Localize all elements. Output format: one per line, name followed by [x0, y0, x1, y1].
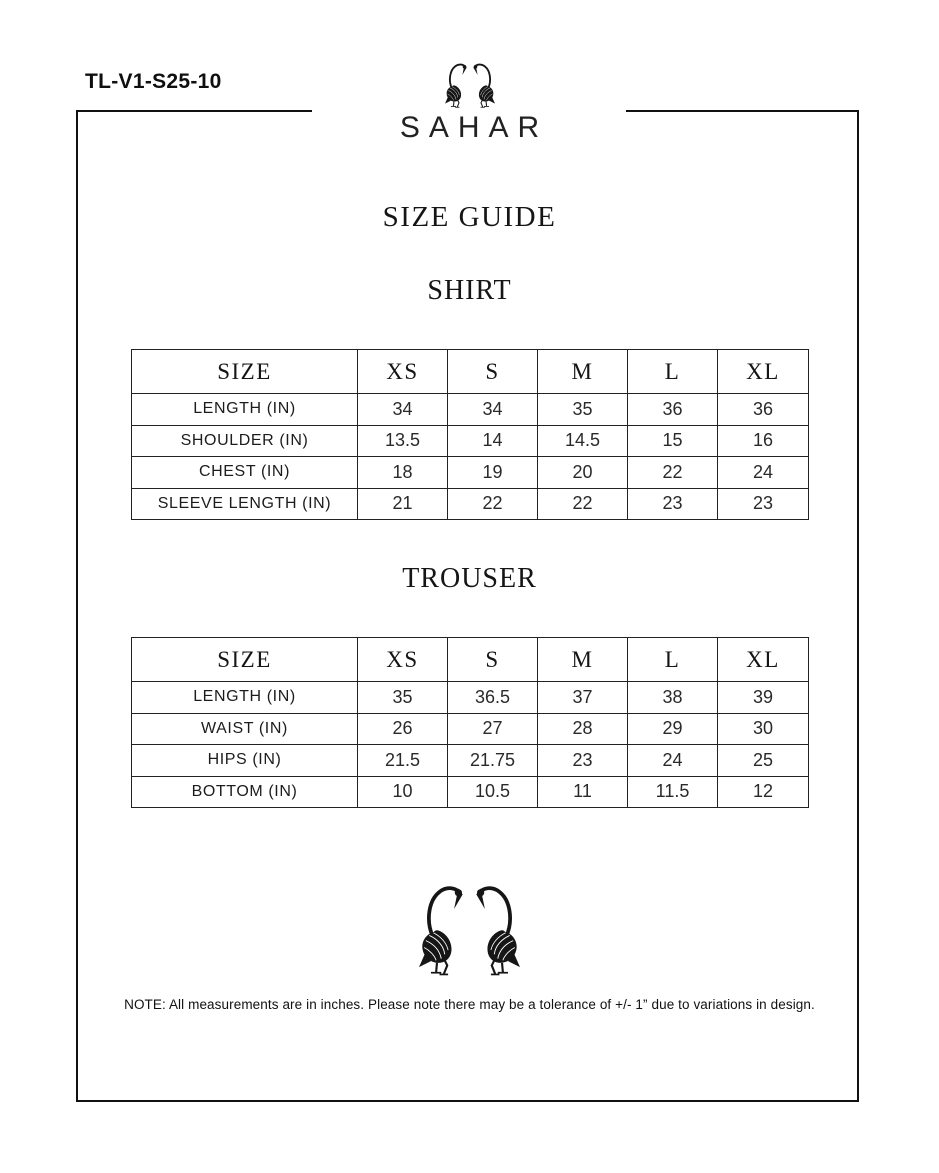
cell-value: 16	[718, 425, 809, 457]
column-header-m: M	[538, 638, 628, 682]
cell-value: 22	[628, 457, 718, 489]
cell-value: 35	[538, 394, 628, 426]
row-label: BOTTOM (IN)	[132, 776, 358, 808]
section-title-trouser: TROUSER	[402, 563, 537, 594]
cell-value: 27	[448, 713, 538, 745]
measurement-note: NOTE: All measurements are in inches. Please note there may be a tolerance of +/- 1” due to variations in design.	[124, 997, 815, 1012]
cell-value: 39	[718, 682, 809, 714]
column-header-xs: XS	[358, 350, 448, 394]
cell-value: 18	[358, 457, 448, 489]
cell-value: 36.5	[448, 682, 538, 714]
trouser-size-table	[131, 637, 809, 808]
cell-value: 24	[718, 457, 809, 489]
column-header-m: M	[538, 350, 628, 394]
cell-value: 26	[358, 713, 448, 745]
page-title: SIZE GUIDE	[382, 201, 557, 233]
table-row	[132, 745, 809, 777]
cell-value: 29	[628, 713, 718, 745]
column-header-size: SIZE	[132, 638, 358, 682]
cell-value: 19	[448, 457, 538, 489]
table-row	[132, 457, 809, 489]
cell-value: 13.5	[358, 425, 448, 457]
row-label: CHEST (IN)	[132, 457, 358, 489]
cell-value: 14	[448, 425, 538, 457]
row-label: SLEEVE LENGTH (IN)	[132, 488, 358, 520]
table-row	[132, 682, 809, 714]
cell-value: 15	[628, 425, 718, 457]
cell-value: 21.5	[358, 745, 448, 777]
twin-herons-icon	[419, 883, 520, 976]
column-header-l: L	[628, 350, 718, 394]
cell-value: 21	[358, 488, 448, 520]
cell-value: 22	[448, 488, 538, 520]
table-row	[132, 713, 809, 745]
cell-value: 23	[628, 488, 718, 520]
cell-value: 24	[628, 745, 718, 777]
column-header-s: S	[448, 638, 538, 682]
row-label: HIPS (IN)	[132, 745, 358, 777]
column-header-xl: XL	[718, 350, 809, 394]
cell-value: 38	[628, 682, 718, 714]
cell-value: 25	[718, 745, 809, 777]
document-code: TL-V1-S25-10	[85, 70, 222, 93]
cell-value: 36	[718, 394, 809, 426]
table-row	[132, 488, 809, 520]
cell-value: 23	[538, 745, 628, 777]
brand-logo	[0, 62, 939, 145]
row-label: WAIST (IN)	[132, 713, 358, 745]
cell-value: 10	[358, 776, 448, 808]
cell-value: 10.5	[448, 776, 538, 808]
row-label: LENGTH (IN)	[132, 682, 358, 714]
row-label: SHOULDER (IN)	[132, 425, 358, 457]
table-row	[132, 394, 809, 426]
column-header-s: S	[448, 350, 538, 394]
shirt-header-row	[132, 350, 809, 394]
cell-value: 21.75	[448, 745, 538, 777]
cell-value: 37	[538, 682, 628, 714]
trouser-header-row	[132, 638, 809, 682]
column-header-size: SIZE	[132, 350, 358, 394]
section-title-shirt: SHIRT	[427, 275, 512, 306]
cell-value: 34	[358, 394, 448, 426]
cell-value: 22	[538, 488, 628, 520]
cell-value: 11.5	[628, 776, 718, 808]
brand-wordmark: SAHAR	[399, 111, 549, 144]
row-label: LENGTH (IN)	[132, 394, 358, 426]
table-row	[132, 776, 809, 808]
cell-value: 28	[538, 713, 628, 745]
column-header-l: L	[628, 638, 718, 682]
cell-value: 30	[718, 713, 809, 745]
table-row	[132, 425, 809, 457]
shirt-size-table	[131, 349, 809, 520]
cell-value: 12	[718, 776, 809, 808]
cell-value: 14.5	[538, 425, 628, 457]
cell-value: 34	[448, 394, 538, 426]
cell-value: 23	[718, 488, 809, 520]
column-header-xs: XS	[358, 638, 448, 682]
cell-value: 20	[538, 457, 628, 489]
column-header-xl: XL	[718, 638, 809, 682]
cell-value: 36	[628, 394, 718, 426]
cell-value: 11	[538, 776, 628, 808]
twin-herons-icon	[445, 62, 495, 108]
footer-emblem	[0, 883, 939, 976]
cell-value: 35	[358, 682, 448, 714]
